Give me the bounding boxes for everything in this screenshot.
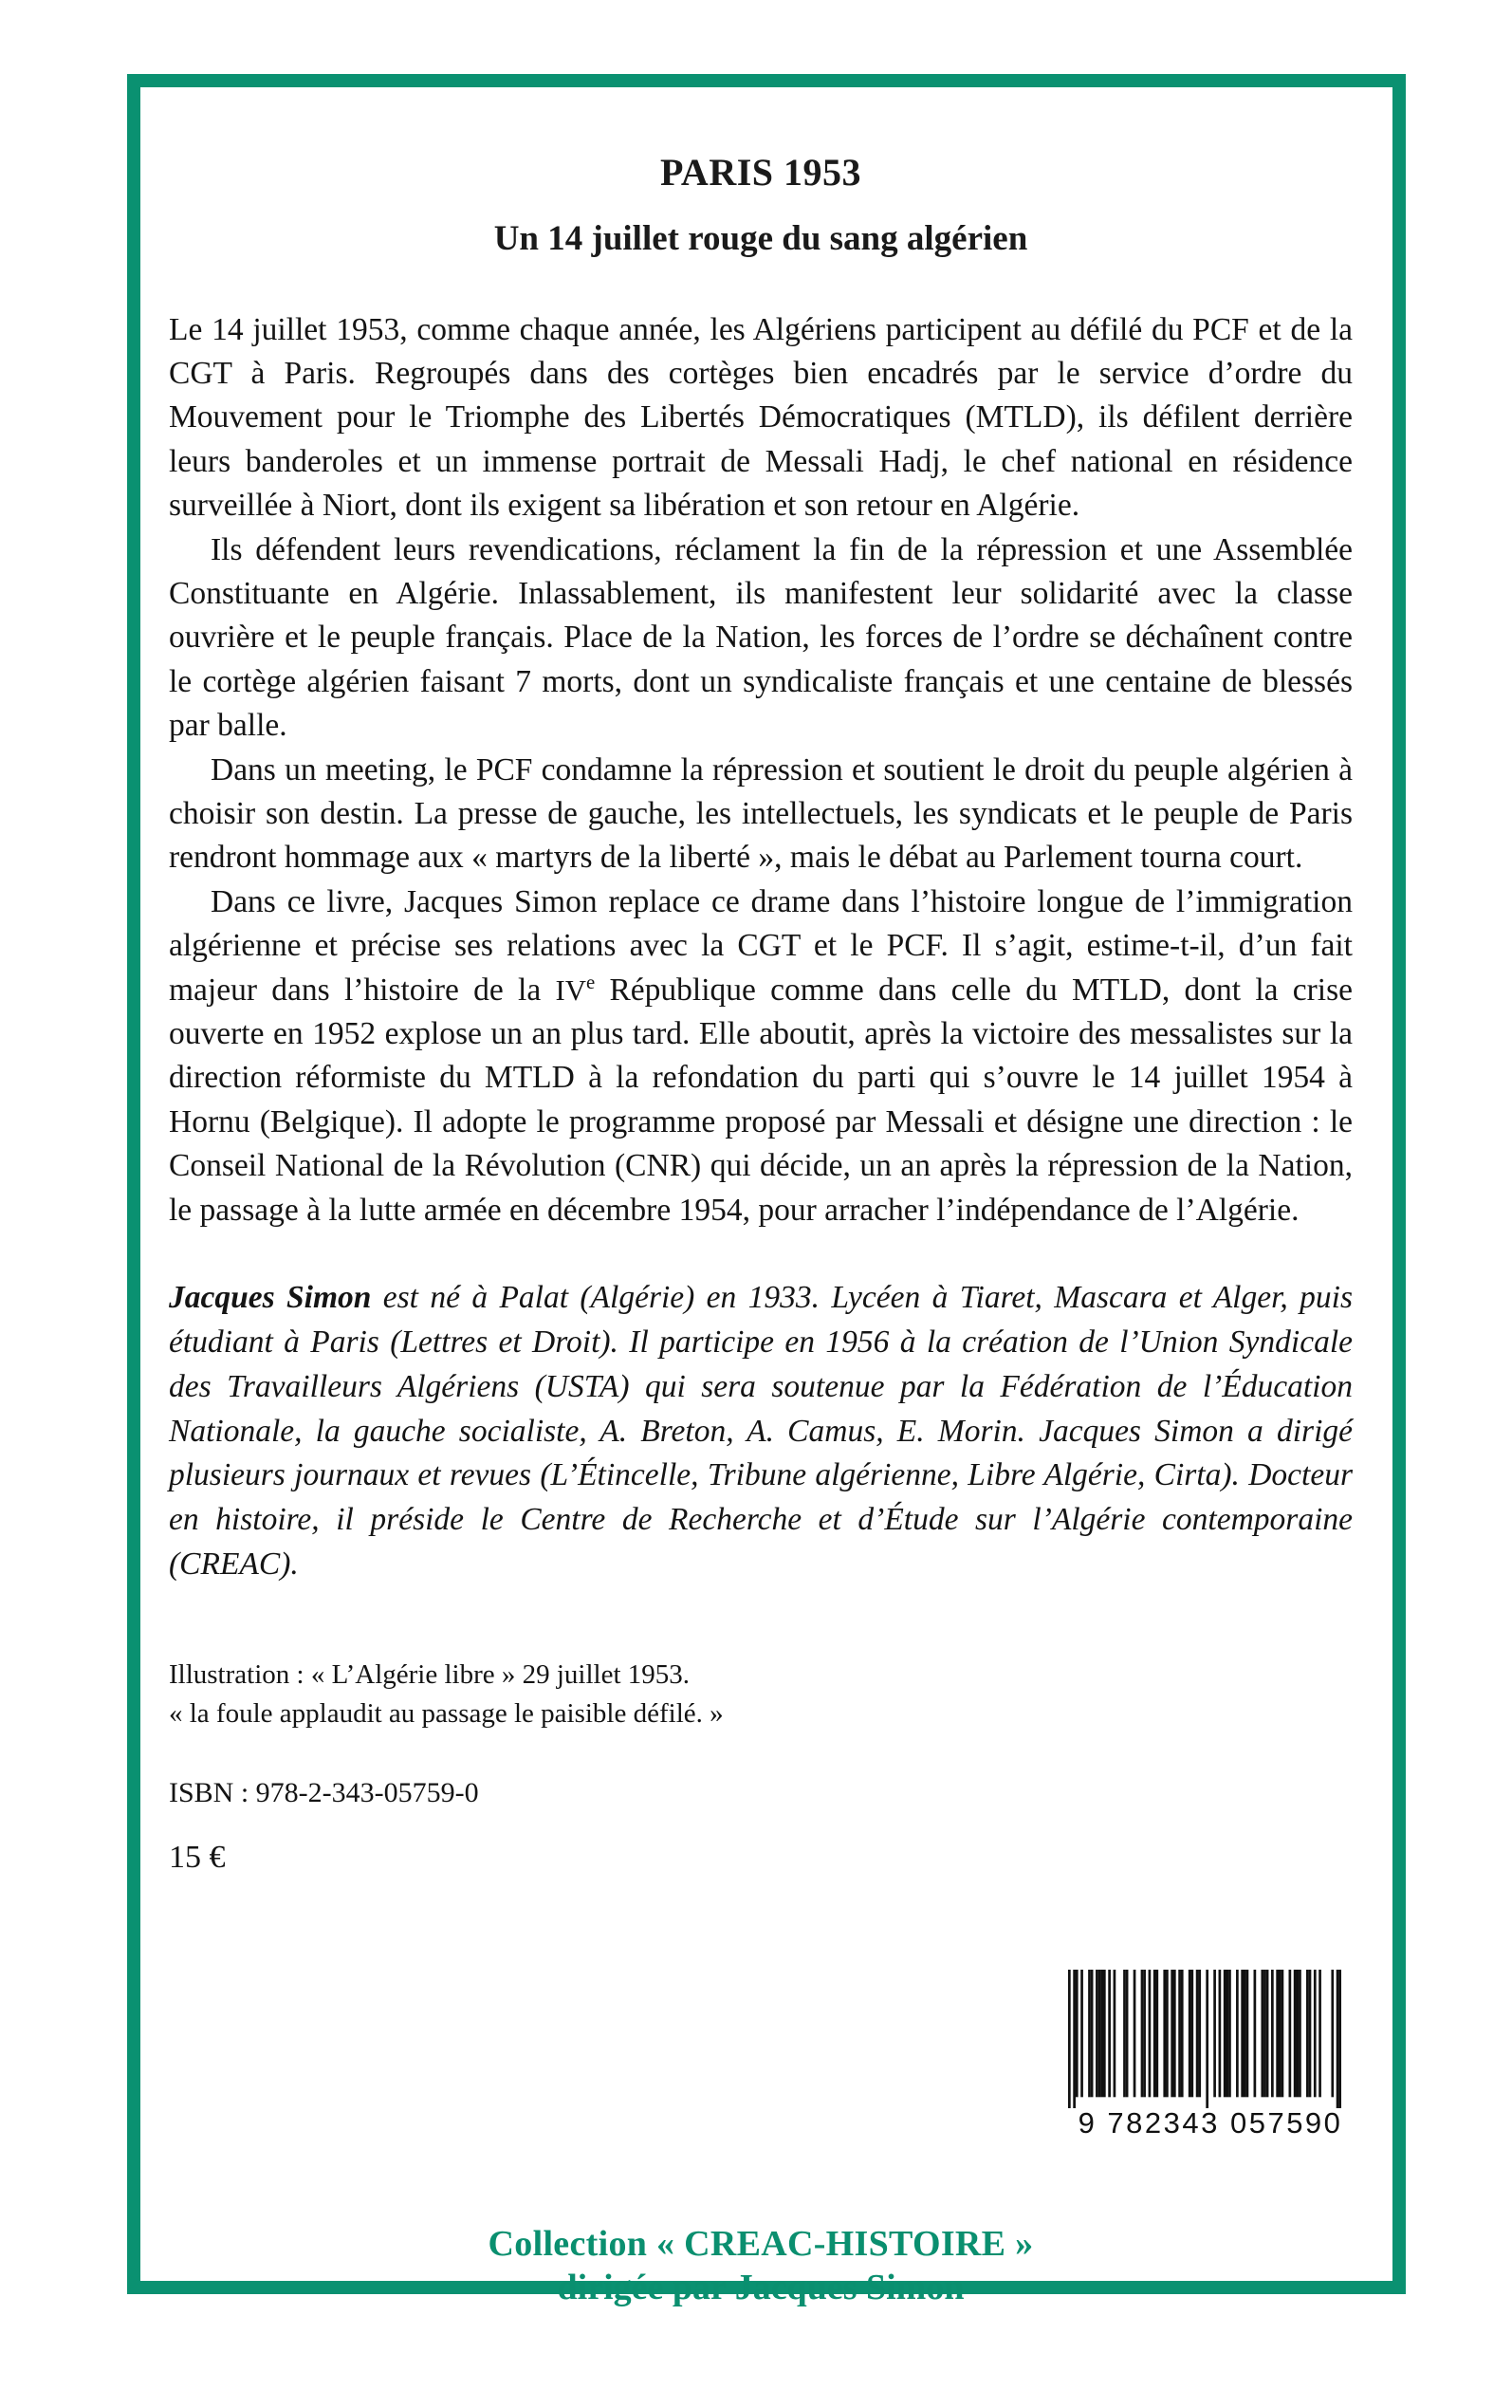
blurb-text — [169, 308, 1353, 1232]
blurb-p4-part-b: République comme dans celle du MTLD, dont la crise ouverte en 1952 explose un an plus tard. Elle aboutit, après la victoire des messalistes sur la direction réformiste du MTLD à la refondation du parti qui s’ouvre le 14 juillet 1954 à Hornu (Belgique). Il adopte le programme proposé par Messali et désigne une direction : le Conseil National de la Révolution (CNR) qui décide, un an après la répression de la Nation, le passage à la lutte armée en décembre 1954, pour arracher l’indépendance de l’Algérie. — [169, 972, 1353, 1228]
author-bio — [169, 1276, 1353, 1587]
collection-footer — [169, 2222, 1353, 2310]
barcode-bars — [1068, 1970, 1341, 2108]
illustration-credit-line-1: Illustration : « L’Algérie libre » 29 juillet 1953. — [169, 1659, 691, 1691]
price-text: 15 € — [169, 1840, 226, 1876]
collection-name: Collection « CREAC-HISTOIRE » — [488, 2224, 1034, 2264]
republic-ordinal-suffix: e — [585, 971, 596, 993]
publication-meta — [169, 1656, 1353, 1880]
barcode-number: 9 782343 057590 — [1078, 2106, 1343, 2139]
barcode — [1068, 1970, 1353, 2140]
author-bio-text: est né à Palat (Algérie) en 1933. Lycéen à Tiaret, Mascara et Alger, puis étudiant à Paris (Lettres et Droit). Il participe en 1956 à la création de l’Union Syndicale des Travailleurs Algériens (USTA) qui sera soutenue par la Fédération de l’Éducation Nationale, la gauche socialiste, A. Breton, A. Camus, E. Morin. Jacques Simon a dirigé plusieurs journaux et revues (L’Étincelle, Tribune algérienne, Libre Algérie, Cirta). Docteur en histoire, il préside le Centre de Recherche et d’Étude sur l’Algérie contemporaine (CREAC). — [169, 1279, 1353, 1583]
blurb-paragraph-4 — [169, 880, 1353, 1232]
blurb-paragraph-1: Le 14 juillet 1953, comme chaque année, les Algériens participent au défilé du PCF et de la CGT à Paris. Regroupés dans des cortèges bien encadrés par le service d’ordre du Mouvement pour le Triomphe des Libertés Démocratiques (MTLD), ils défilent derrière leurs banderoles et un immense portrait de Messali Hadj, le chef national en résidence surveillée à Niort, dont ils exigent sa libération et son retour en Algérie. — [169, 311, 1353, 524]
isbn-text: ISBN : 978-2-343-05759-0 — [169, 1777, 479, 1809]
page-subtitle: Un 14 juillet rouge du sang algérien — [493, 219, 1028, 258]
blurb-p4-part-a: Dans ce livre, Jacques Simon replace ce drame dans l’histoire longue de l’immigration algérienne et précise ses relations avec la CGT et le PCF. Il s’agit, estime-t-il, d’un fait majeur dans l’histoire de la — [169, 883, 1353, 1008]
author-bio-paragraph — [169, 1276, 1353, 1587]
author-name: Jacques Simon — [169, 1279, 372, 1315]
illustration-credit-line-2: « la foule applaudit au passage le paisible défilé. » — [169, 1698, 724, 1730]
blurb-paragraph-2: Ils défendent leurs revendications, réclament la fin de la répression et une Assemblée Constituante en Algérie. Inlassablement, ils manifestent leur solidarité avec la classe ouvrière et le peuple français. Place de la Nation, les forces de l’ordre se déchaînent contre le cortège algérien faisant 7 morts, dont un syndicaliste français et une centaine de blessés par balle. — [169, 531, 1353, 744]
republic-ordinal-roman: IV — [555, 973, 586, 1007]
collection-director: dirigée par Jacques Simon — [557, 2268, 965, 2308]
cover-content — [169, 151, 1353, 2308]
blurb-paragraph-3: Dans un meeting, le PCF condamne la répression et soutient le droit du peuple algérien à choisir son destin. La presse de gauche, les intellectuels, les syndicats et le peuple de Paris rendront hommage aux « martyrs de la liberté », mais le débat au Parlement tourna court. — [169, 751, 1353, 876]
page-title: PARIS 1953 — [659, 151, 862, 194]
